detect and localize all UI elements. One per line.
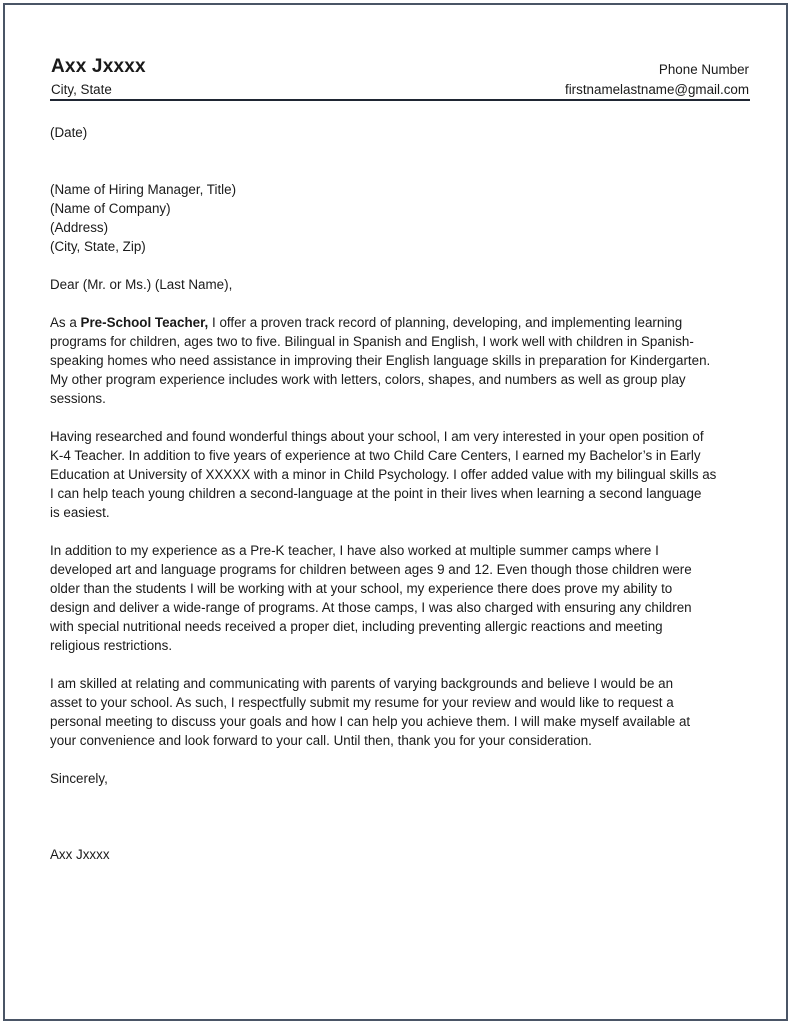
paragraph-line: with special nutritional needs received a proper diet, including preventing allergic reactions and meeting (50, 619, 663, 634)
salutation: Dear (Mr. or Ms.) (Last Name), (50, 277, 233, 292)
paragraph-line (50, 313, 750, 332)
applicant-name: Axx Jxxxx (51, 56, 146, 77)
recipient-line: (City, State, Zip) (50, 239, 146, 254)
paragraph-line: personal meeting to discuss your goals and how I can help you achieve them. I will make myself available at (50, 714, 691, 729)
recipient-line: (Name of Company) (50, 201, 171, 216)
signature-name: Axx Jxxxx (50, 847, 110, 862)
applicant-city-state: City, State (51, 82, 112, 97)
page-frame (3, 3, 788, 1021)
paragraph-line: Having researched and found wonderful things about your school, I am very interested in your open position of (50, 429, 704, 444)
paragraph-line: asset to your school. As such, I respectfully submit my resume for your review and would like to request a (50, 695, 674, 710)
paragraph-line: developed art and language programs for children between ages 9 and 12. Even though those children were (50, 562, 692, 577)
paragraph-line: I can help teach young children a second-language at the point in their lives when learning a second language (50, 486, 702, 501)
letter-date: (Date) (50, 125, 88, 140)
closing: Sincerely, (50, 771, 108, 786)
paragraph-line: is easiest. (50, 505, 110, 520)
paragraph-line: sessions. (50, 391, 106, 406)
paragraph-line: Education at University of XXXXX with a minor in Child Psychology. I offer added value with my bilingual skills as (50, 467, 717, 482)
recipient-line: (Address) (50, 220, 109, 235)
paragraph-line: design and deliver a wide-range of programs. At those camps, I was also charged with ensuring any children (50, 600, 692, 615)
paragraph-line: programs for children, ages two to five. Bilingual in Spanish and English, I work well with children in Spanish- (50, 334, 694, 349)
job-title-bold: Pre-School Teacher, (80, 315, 209, 330)
paragraph-line: speaking homes who need assistance in improving their English language skills in preparation for Kindergarten. (50, 353, 711, 368)
applicant-email: firstnamelastname@gmail.com (564, 82, 749, 97)
paragraph-line: older than the students I will be working with at your school, my experience there does prove my ability to (50, 581, 673, 596)
paragraph-line: I am skilled at relating and communicating with parents of varying backgrounds and believe I would be an (50, 676, 674, 691)
paragraph-line: K-4 Teacher. In addition to five years of experience at two Child Care Centers, I earned my Bachelor’s in Early (50, 448, 701, 463)
letter-header (50, 55, 750, 101)
paragraph-line: religious restrictions. (50, 638, 173, 653)
paragraph-2 (50, 427, 750, 522)
paragraph-line: My other program experience includes work with letters, colors, shapes, and numbers as well as group play (50, 372, 686, 387)
paragraph-text: I offer a proven track record of planning, developing, and implementing learning (208, 315, 683, 330)
paragraph-line: In addition to my experience as a Pre-K teacher, I have also worked at multiple summer camps where I (50, 543, 659, 558)
paragraph-4 (50, 674, 750, 750)
cover-letter (50, 55, 750, 864)
applicant-phone: Phone Number (658, 62, 749, 77)
recipient-address (50, 180, 750, 256)
paragraph-3 (50, 541, 750, 655)
recipient-line: (Name of Hiring Manager, Title) (50, 182, 237, 197)
paragraph-text: As a (50, 315, 81, 330)
paragraph-line: your convenience and look forward to your call. Until then, thank you for your consideration. (50, 733, 592, 748)
paragraph-1 (50, 313, 750, 408)
